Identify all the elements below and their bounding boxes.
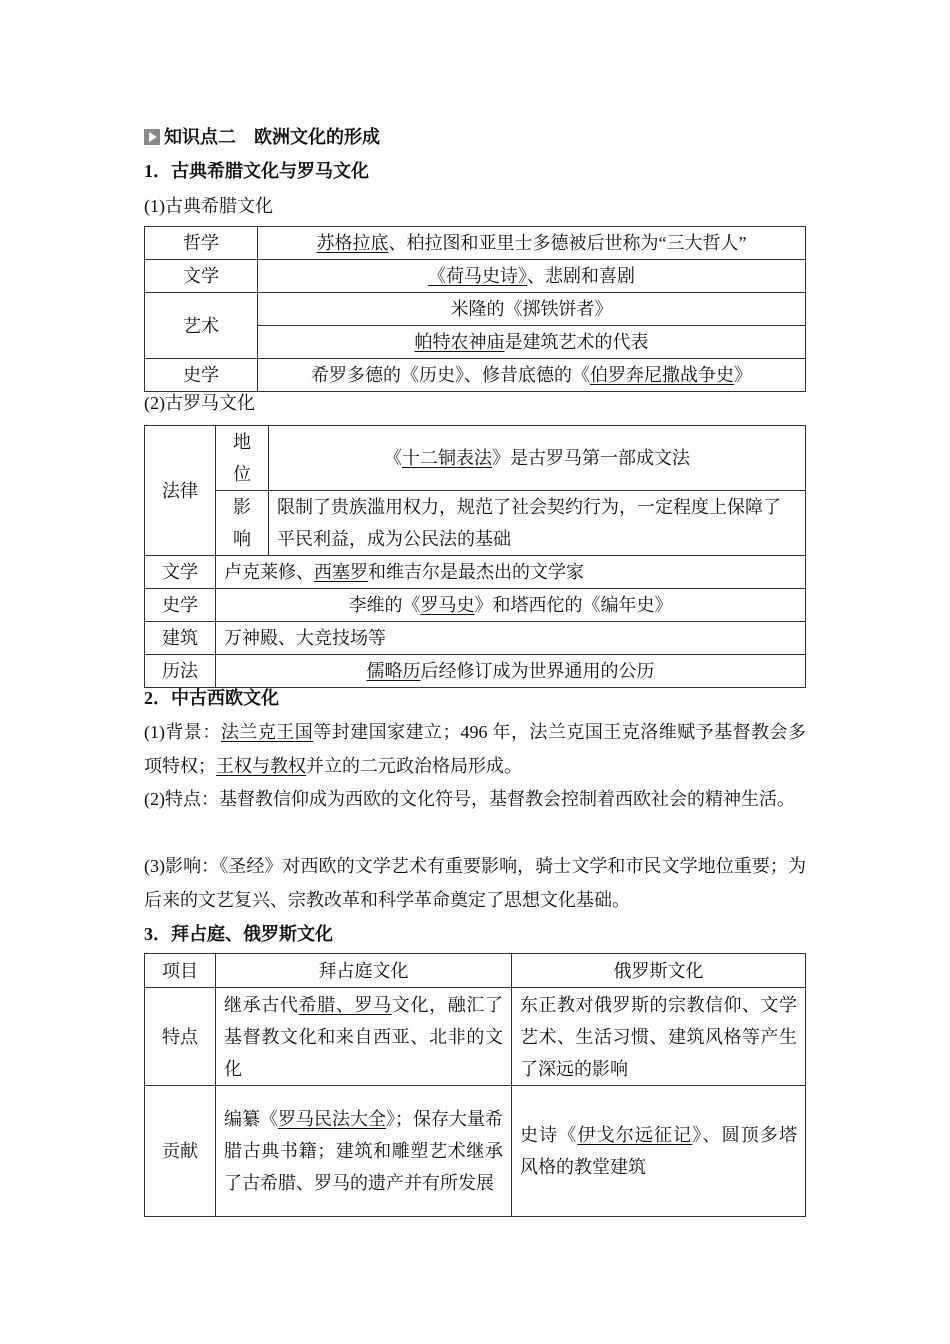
underlined-keyword: 伊戈尔远征记 — [577, 1125, 693, 1145]
text-segment: 卢克莱修、 — [224, 562, 314, 582]
text-segment: 、悲剧和喜剧 — [527, 266, 635, 286]
sub-label: 影响 — [216, 491, 269, 556]
text-segment: 东正教对俄罗斯的宗教信仰、文学艺术、生活习惯、建筑风格等产生了深远的影响 — [520, 994, 797, 1079]
cell — [258, 260, 806, 293]
column-header: 俄罗斯文化 — [512, 954, 806, 988]
text-segment: 》是古罗马第一部成文法 — [492, 448, 690, 468]
text-segment: 《 — [384, 448, 402, 468]
underlined-keyword: 十二铜表法 — [402, 448, 492, 468]
row-label: 贡献 — [145, 1086, 216, 1217]
paragraph-features — [144, 783, 806, 817]
text-segment: 继承古代 — [224, 994, 299, 1015]
text-segment: 史诗《 — [520, 1125, 578, 1145]
underlined-keyword: 伯罗奔尼撒战争史 — [590, 365, 734, 385]
text-segment: (3)影响：《圣经》对西欧的文学艺术有重要影响，骑士文学和市民文学地位重要；为后来的文艺复兴、宗教改革和科学革命奠定了思想文化基础。 — [144, 856, 806, 910]
table-row — [145, 426, 806, 491]
cell — [216, 556, 806, 589]
column-header: 拜占庭文化 — [216, 954, 512, 988]
greek-culture-table — [144, 226, 806, 392]
underlined-keyword: 希腊、罗马 — [298, 994, 392, 1015]
roman-culture-table — [144, 425, 806, 688]
row-label: 法律 — [145, 426, 216, 556]
underlined-keyword: 法兰克王国 — [220, 722, 314, 742]
row-label: 历法 — [145, 655, 216, 688]
row-label: 建筑 — [145, 622, 216, 655]
cell — [216, 589, 806, 622]
cell — [258, 326, 806, 359]
text-segment: 编纂《 — [224, 1109, 278, 1129]
text-segment: 、柏拉图和亚里士多德被后世称为“三大哲人” — [388, 233, 747, 253]
text-segment: (2)特点：基督教信仰成为西欧的文化符号，基督教会控制着西欧社会的精神生活。 — [144, 789, 795, 809]
table-row — [145, 988, 806, 1086]
text-segment: 》、圆顶多塔风格的教堂建筑 — [520, 1125, 798, 1177]
text-segment: 等封建国家建立；496 年，法兰克国王克洛维赋予基督教会多项特权； — [144, 722, 807, 776]
underlined-keyword: 罗马史 — [420, 595, 475, 615]
table-row — [145, 260, 806, 293]
sub-label: 地位 — [216, 426, 269, 491]
byzantine-russian-table — [144, 953, 806, 1217]
table-header-row — [145, 954, 806, 988]
cell — [512, 1086, 806, 1217]
text-segment: (1)背景： — [144, 722, 221, 742]
row-label: 史学 — [145, 589, 216, 622]
subheading-greek: (1)古典希腊文化 — [144, 196, 273, 216]
row-label: 艺术 — [145, 293, 258, 359]
underlined-keyword: 罗马民法大全 — [278, 1109, 386, 1129]
cell — [258, 359, 806, 392]
underlined-keyword: 苏格拉底 — [316, 233, 389, 253]
triangle-marker-icon — [144, 129, 160, 145]
text-segment: 是建筑艺术的代表 — [504, 332, 649, 352]
table-row — [145, 293, 806, 326]
table-row — [145, 556, 806, 589]
row-label: 特点 — [145, 988, 216, 1086]
table-row — [145, 1086, 806, 1217]
underlined-keyword: 儒略历 — [366, 661, 421, 681]
underlined-keyword: 王权与教权 — [216, 755, 306, 776]
column-header: 项目 — [145, 954, 216, 988]
cell — [258, 293, 806, 326]
table-row — [145, 655, 806, 688]
heading-1: 1．古典希腊文化与罗马文化 — [144, 161, 369, 181]
text-segment: 和维吉尔是最杰出的文学家 — [368, 562, 584, 582]
text-segment: 希罗多德的《历史》、修昔底德的《 — [311, 365, 590, 385]
table-row — [145, 491, 806, 556]
text-segment: 》；保存大量希腊古典书籍；建筑和雕塑艺术继承了古希腊、罗马的遗产并有所发展 — [224, 1109, 503, 1193]
heading-3: 3．拜占庭、俄罗斯文化 — [144, 924, 333, 944]
cell — [512, 988, 806, 1086]
table-row — [145, 589, 806, 622]
paragraph-impact — [144, 850, 806, 917]
row-label: 文学 — [145, 260, 258, 293]
cell — [269, 426, 806, 491]
paragraph-background — [144, 716, 806, 783]
section-title: 知识点二 欧洲文化的形成 — [144, 125, 806, 149]
underlined-keyword: 《荷马史诗》 — [428, 266, 527, 286]
table-row — [145, 227, 806, 260]
cell — [216, 655, 806, 688]
text-segment: 文化，融汇了基督教文化和来自西亚、北非的文化 — [224, 994, 504, 1079]
text-segment: 后经修订成为世界通用的公历 — [420, 661, 655, 681]
table-row — [145, 359, 806, 392]
text-segment: 限制了贵族滥用权力，规范了社会契约行为，一定程度上保障了平民利益，成为公民法的基础 — [277, 497, 781, 549]
text-segment: 》和塔西佗的《编年史》 — [474, 595, 673, 615]
text-segment: 万神殿、大竞技场等 — [224, 628, 386, 648]
subheading-roman: (2)古罗马文化 — [144, 393, 255, 413]
text-segment: 李维的《 — [348, 595, 421, 615]
cell — [216, 1086, 512, 1217]
text-segment: 》 — [734, 365, 752, 385]
underlined-keyword: 西塞罗 — [314, 562, 368, 582]
row-label: 文学 — [145, 556, 216, 589]
underlined-keyword: 帕特农神庙 — [414, 332, 505, 352]
cell — [216, 622, 806, 655]
cell — [258, 227, 806, 260]
heading-2: 2．中古西欧文化 — [144, 688, 279, 708]
cell — [216, 988, 512, 1086]
cell — [269, 491, 806, 556]
row-label: 史学 — [145, 359, 258, 392]
text-segment: 米隆的《掷铁饼者》 — [450, 299, 613, 319]
table-row — [145, 622, 806, 655]
row-label: 哲学 — [145, 227, 258, 260]
text-segment: 并立的二元政治格局形成。 — [306, 755, 522, 776]
